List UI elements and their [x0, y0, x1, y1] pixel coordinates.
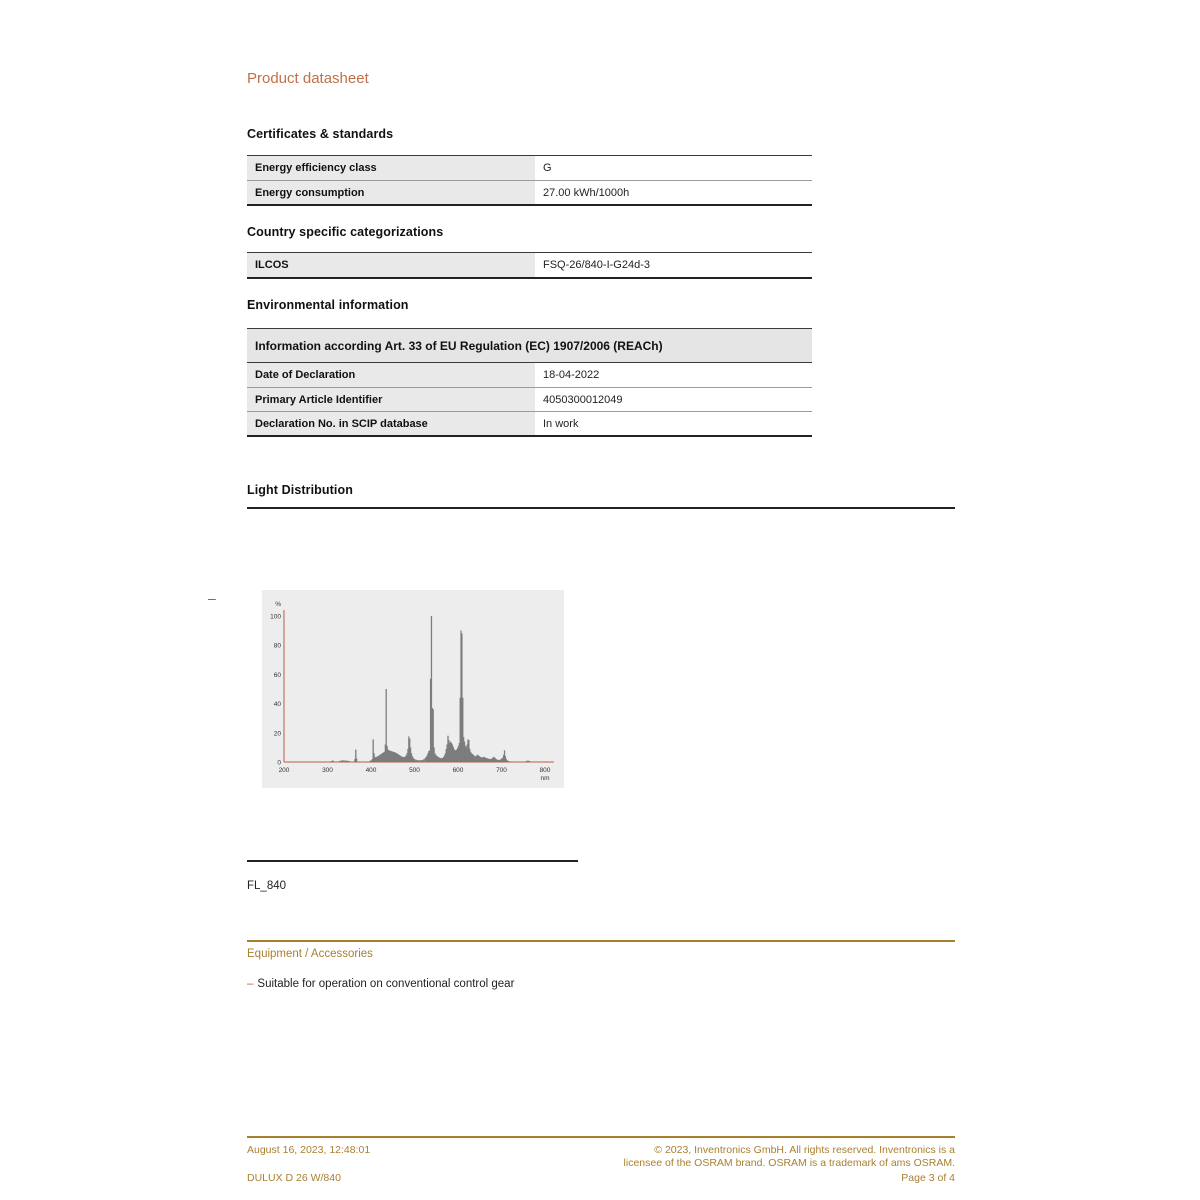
section-divider: [247, 507, 955, 509]
heading-equipment-accessories: Equipment / Accessories: [247, 948, 373, 960]
svg-text:40: 40: [273, 701, 281, 709]
svg-text:%: %: [275, 601, 281, 608]
footer-product-name: DULUX D 26 W/840: [247, 1172, 341, 1184]
svg-text:400: 400: [365, 767, 377, 774]
row-label: ILCOS: [247, 253, 535, 277]
row-label: Energy consumption: [247, 181, 535, 204]
heading-light-distribution: Light Distribution: [247, 483, 353, 497]
row-label: Date of Declaration: [247, 363, 535, 387]
environmental-table: [247, 328, 812, 437]
svg-text:200: 200: [278, 767, 290, 774]
footer-copyright: [624, 1144, 955, 1170]
table-row: [247, 363, 812, 387]
spectral-distribution-chart: [262, 590, 564, 788]
heading-certificates-standards: Certificates & standards: [247, 127, 394, 141]
page-title: Product datasheet: [247, 70, 369, 87]
chart-caption: FL_840: [247, 880, 287, 892]
footer-divider: [247, 1136, 955, 1138]
equipment-divider: [247, 940, 955, 942]
svg-text:800: 800: [539, 767, 551, 774]
chart-underline: [247, 860, 578, 862]
svg-text:60: 60: [273, 671, 281, 679]
chart-left-dash: –: [208, 590, 216, 606]
footer-datetime: August 16, 2023, 12:48:01: [247, 1144, 371, 1156]
certificates-table: [247, 155, 812, 206]
row-value: FSQ-26/840-I-G24d-3: [543, 259, 650, 271]
row-label: Primary Article Identifier: [247, 388, 535, 411]
svg-text:nm: nm: [540, 775, 550, 782]
table-row: [247, 156, 812, 180]
svg-text:100: 100: [270, 613, 281, 621]
table-row: [247, 387, 812, 411]
bullet-text: Suitable for operation on conventional control gear: [257, 978, 515, 990]
svg-text:20: 20: [273, 730, 281, 738]
row-label: Energy efficiency class: [247, 156, 535, 180]
table-subheader: Information according Art. 33 of EU Regulation (EC) 1907/2006 (REACh): [247, 329, 812, 363]
table-row: [247, 411, 812, 435]
row-value: 27.00 kWh/1000h: [543, 187, 630, 199]
svg-text:80: 80: [273, 642, 281, 650]
footer-page-number: Page 3 of 4: [901, 1172, 955, 1184]
svg-text:600: 600: [452, 767, 464, 774]
heading-country-categorizations: Country specific categorizations: [247, 225, 444, 239]
row-value: 4050300012049: [543, 394, 623, 406]
footer-copyright-line2: licensee of the OSRAM brand. OSRAM is a trademark of ams OSRAM.: [623, 1157, 955, 1169]
row-label: Declaration No. in SCIP database: [247, 412, 535, 435]
table-row: [247, 253, 812, 277]
equipment-bullet: [247, 978, 514, 990]
spectrum-svg: [262, 590, 564, 788]
bullet-dash: –: [247, 978, 254, 990]
country-table: [247, 252, 812, 279]
svg-text:300: 300: [322, 767, 333, 774]
row-value: 18-04-2022: [543, 369, 600, 381]
table-row: [247, 180, 812, 204]
svg-text:0: 0: [277, 759, 281, 767]
footer-copyright-line1: © 2023, Inventronics GmbH. All rights reserved. Inventronics is a: [654, 1144, 955, 1156]
svg-text:700: 700: [496, 767, 507, 774]
heading-environmental-information: Environmental information: [247, 298, 409, 312]
row-value: In work: [543, 418, 579, 430]
svg-text:500: 500: [409, 767, 420, 774]
row-value: G: [543, 162, 552, 174]
